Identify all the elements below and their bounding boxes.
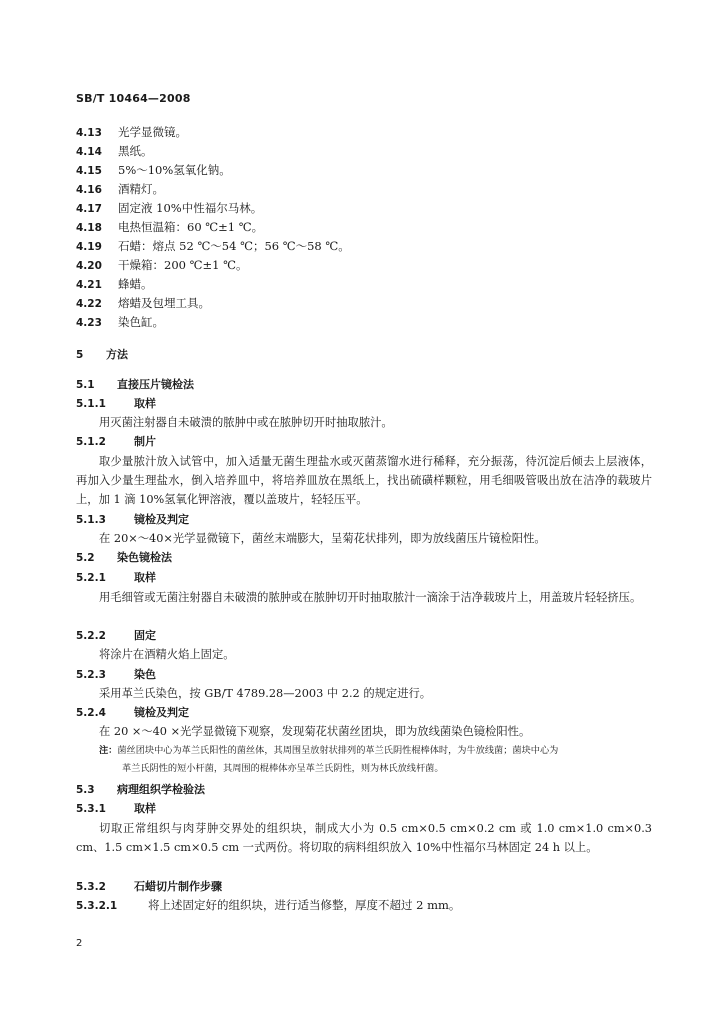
list-item: 4.19 石蜡：熔点 52 ℃～54 ℃；56 ℃～58 ℃。 xyxy=(76,239,350,253)
paragraph: 切取正常组织与肉芽肿交界处的组织块，制成大小为 0.5 cm×0.5 cm×0.2 cm 或 1.0 cm×1.0 cm×0.3 cm、1.5 cm×1.5 cm×0.5 cm 一式两份。将切取的病料组织放入 10%中性福尔马林固定 24 h 以上。 xyxy=(76,822,652,854)
paragraph: 采用革兰氏染色，按 GB/T 4789.28—2003 中 2.2 的规定进行。 xyxy=(99,687,432,700)
clause-heading: 5.2.1 取样 xyxy=(76,571,156,584)
subsection-heading: 5.2 染色镜检法 xyxy=(76,551,172,564)
list-item: 4.16 酒精灯。 xyxy=(76,182,164,196)
clause-heading: 5.3.1 取样 xyxy=(76,802,156,815)
list-item: 4.13 光学显微镜。 xyxy=(76,125,187,139)
note xyxy=(99,742,659,778)
paragraph: 在 20 ×～40 ×光学显微镜下观察，发现菊花状菌丝团块，即为放线菌染色镜检阳性。 xyxy=(99,725,531,738)
clause-heading: 5.1.1 取样 xyxy=(76,397,156,410)
clause-heading: 5.2.2 固定 xyxy=(76,629,156,642)
paragraph: 用灭菌注射器自未破溃的脓肿中或在脓肿切开时抽取脓汁。 xyxy=(99,416,393,429)
note-label: 注： xyxy=(99,745,118,756)
clause-heading: 5.1.3 镜检及判定 xyxy=(76,513,189,526)
standard-code: SB/T 10464—2008 xyxy=(76,92,191,105)
clause-heading: 5.2.3 染色 xyxy=(76,668,156,681)
note-text: 菌丝团块中心为革兰氏阳性的菌丝体，其周围呈放射状排列的革兰氏阴性棍棒体时，为牛放线菌；菌块中心为 xyxy=(117,745,559,756)
paragraph: 在 20×～40×光学显微镜下，菌丝末端膨大，呈菊花状排列，即为放线菌压片镜检阳性。 xyxy=(99,532,546,545)
list-item: 4.20 干燥箱：200 ℃±1 ℃。 xyxy=(76,258,248,272)
list-item: 4.17 固定液 10%中性福尔马林。 xyxy=(76,201,263,215)
paragraph: 用毛细管或无菌注射器自未破溃的脓肿或在脓肿切开时抽取脓汁一滴涂于洁净载玻片上，用盖玻片轻轻挤压。 xyxy=(99,591,642,604)
paragraph: 将涂片在酒精火焰上固定。 xyxy=(99,648,235,661)
page-number: 2 xyxy=(76,938,83,949)
list-item: 4.18 电热恒温箱：60 ℃±1 ℃。 xyxy=(76,220,264,234)
list-item: 4.14 黑纸。 xyxy=(76,144,153,158)
list-item: 4.21 蜂蜡。 xyxy=(76,277,153,291)
list-item: 4.22 熔蜡及包埋工具。 xyxy=(76,296,210,310)
note-text: 革兰氏阴性的短小杆菌，其周围的棍棒体亦呈革兰氏阴性，则为林氏放线杆菌。 xyxy=(122,763,444,774)
list-item: 4.23 染色缸。 xyxy=(76,315,164,329)
clause-heading: 5.3.2 石蜡切片制作步骤 xyxy=(76,880,222,893)
clause-heading: 5.2.4 镜检及判定 xyxy=(76,706,189,719)
paragraph: 取少量脓汁放入试管中，加入适量无菌生理盐水或灭菌蒸馏水进行稀释，充分振荡，待沉淀后倾去上层液体，再加入少量生理盐水，倒入培养皿中，将培养皿放在黑纸上，找出硫磺样颗粒，用毛细吸管吸出放在洁净的载玻片上，加 1 滴 10%氢氧化钾溶液，覆以盖玻片，轻轻压平。 xyxy=(76,455,652,506)
list-item: 4.15 5%～10%氢氧化钠。 xyxy=(76,163,231,177)
section-heading: 5 方法 xyxy=(76,348,128,361)
clause-heading: 5.1.2 制片 xyxy=(76,435,156,448)
clause-text: 5.3.2.1 将上述固定好的组织块，进行适当修整，厚度不超过 2 mm。 xyxy=(76,898,461,912)
subsection-heading: 5.1 直接压片镜检法 xyxy=(76,378,194,391)
subsection-heading: 5.3 病理组织学检验法 xyxy=(76,783,205,796)
